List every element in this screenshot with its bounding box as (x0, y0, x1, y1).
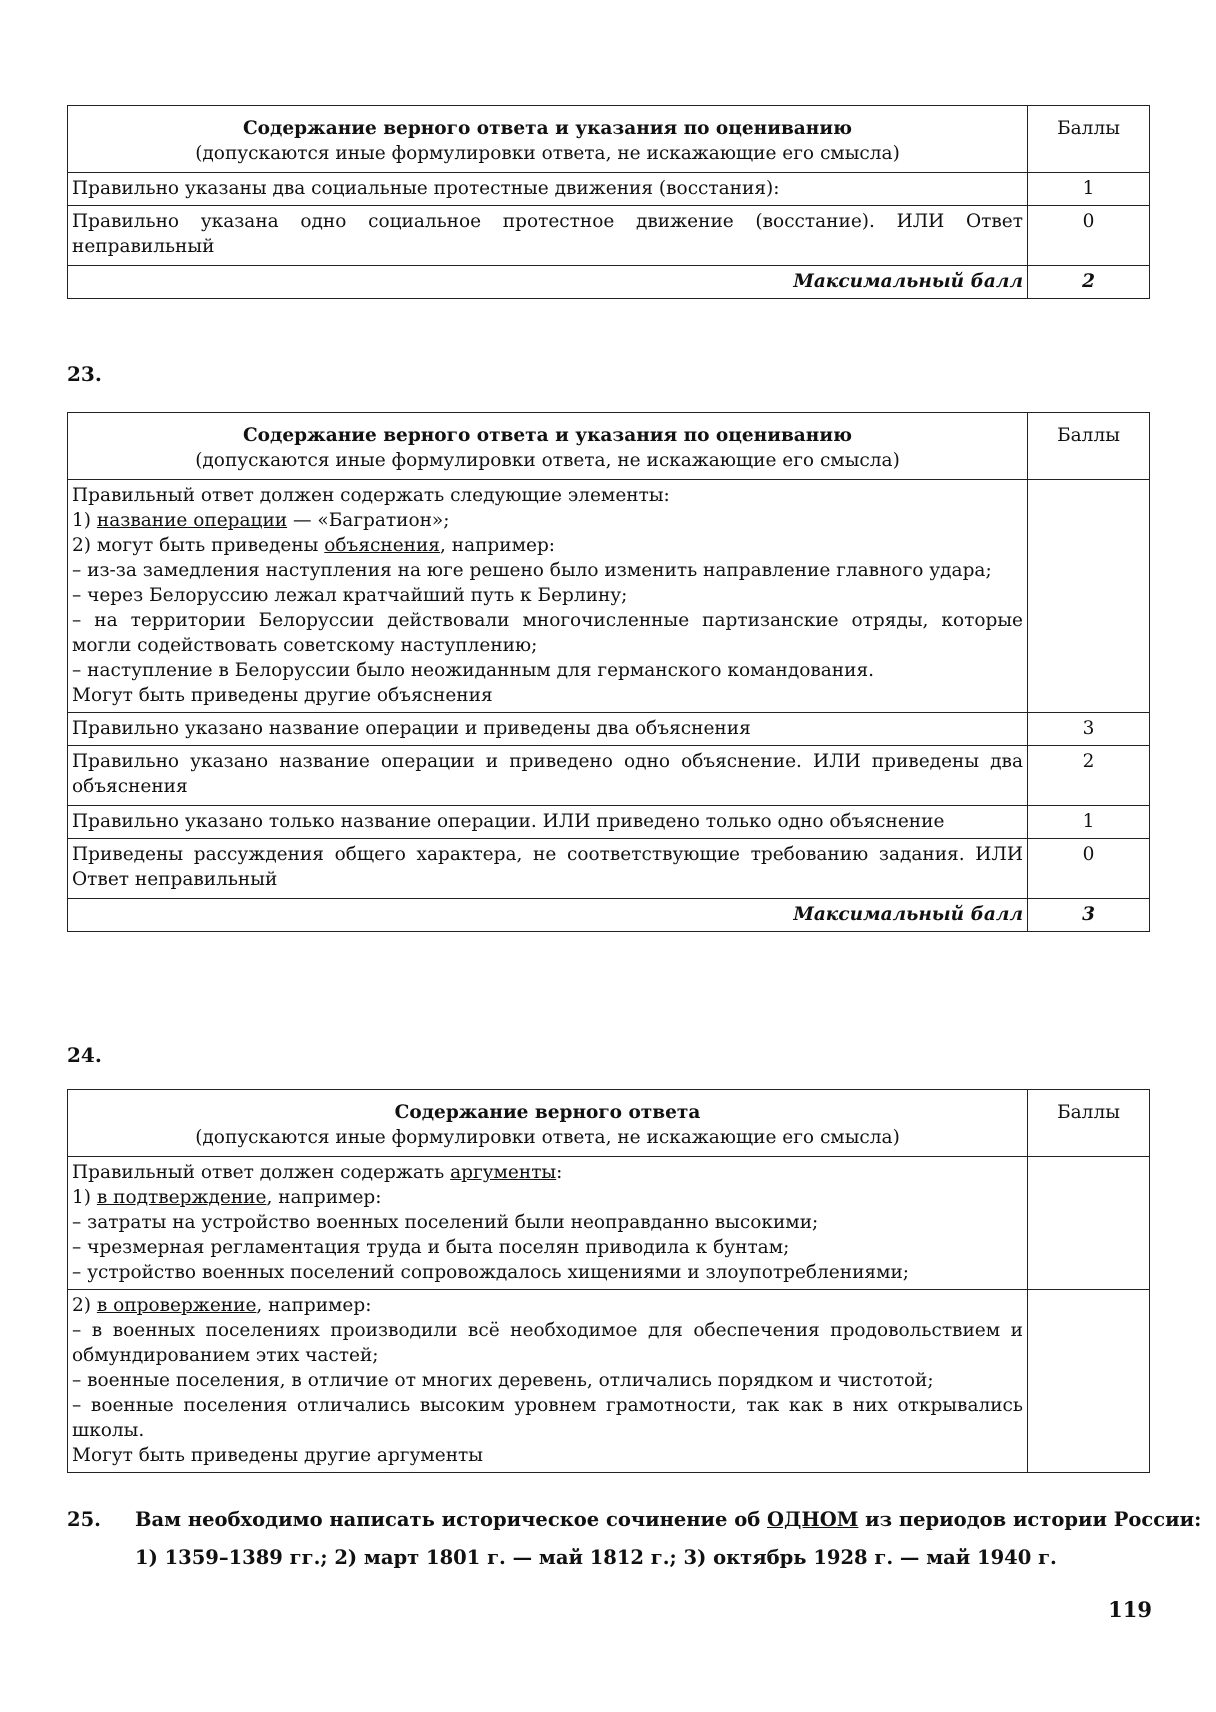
line-prefix: Вам необходимо написать историческое сочинение об (135, 1508, 768, 1531)
line-rest: из периодов истории России: (858, 1508, 1202, 1531)
header-score: Баллы (1028, 1090, 1150, 1157)
answer-bullet: – затраты на устройство военных поселений были неоправданно высокими; (72, 1212, 819, 1233)
answer-bullet: – на территории Белоруссии действовали многочисленные партизанские отряды, которые могли содействовать советскому наступлению; (72, 610, 1023, 656)
answer-content-row (68, 480, 1150, 713)
table-row (68, 839, 1150, 899)
header-subtitle: (допускаются иные формулировки ответа, не искажающие его смысла) (195, 143, 900, 164)
grading-table-22 (67, 105, 1150, 299)
intro-underlined: аргументы (450, 1162, 557, 1183)
intro-rest: : (556, 1162, 563, 1183)
item-prefix: 2) могут быть приведены (72, 535, 325, 556)
header-score: Баллы (1028, 106, 1150, 173)
item-underlined: в подтверждение (96, 1187, 267, 1208)
answer-item-2 (72, 533, 1023, 558)
table-row (68, 746, 1150, 806)
table-header-content (68, 106, 1028, 173)
max-score-value: 3 (1028, 899, 1150, 932)
grading-table-23 (67, 412, 1150, 932)
question-25 (67, 1502, 1202, 1582)
criterion-score: 1 (1028, 806, 1150, 839)
line-underlined: ОДНОМ (767, 1508, 859, 1531)
header-subtitle: (допускаются иные формулировки ответа, не искажающие его смысла) (195, 450, 900, 471)
question-number-24: 24. (67, 1043, 102, 1067)
answer-intro: Правильный ответ должен содержать следующие элементы: (72, 485, 670, 506)
item-rest: — «Багратион»; (287, 510, 450, 531)
answer-content (68, 1290, 1028, 1473)
answer-content (68, 480, 1028, 713)
answer-bullet: – наступление в Белоруссии было неожиданным для германского командования. (72, 660, 875, 681)
criterion-score: 0 (1028, 839, 1150, 899)
answer-outro: Могут быть приведены другие аргументы (72, 1445, 484, 1466)
answer-intro (72, 1160, 1023, 1185)
criterion-text: Правильно указано название операции и приведены два объяснения (68, 713, 1028, 746)
answer-content-row (68, 1290, 1150, 1473)
answer-bullet: – в военных поселениях производили всё необходимое для обеспечения продовольствием и обмундированием этих частей; (72, 1320, 1023, 1366)
answer-outro: Могут быть приведены другие объяснения (72, 685, 493, 706)
criterion-score: 3 (1028, 713, 1150, 746)
header-score: Баллы (1028, 413, 1150, 480)
table-header-content (68, 413, 1028, 480)
max-score-label: Максимальный балл (68, 266, 1028, 299)
item-prefix: 2) (72, 1295, 97, 1316)
page-number: 119 (1108, 1597, 1152, 1622)
criterion-text: Правильно указана одно социальное протестное движение (восстание). ИЛИ Ответ неправильный (68, 206, 1028, 266)
question-number-23: 23. (67, 362, 102, 386)
item-prefix: 1) (72, 510, 97, 531)
item-rest: , например: (266, 1187, 382, 1208)
empty-score-cell (1028, 1157, 1150, 1290)
header-title: Содержание верного ответа и указания по оцениванию (242, 425, 853, 446)
criterion-text: Правильно указано название операции и приведено одно объяснение. ИЛИ приведены два объяснения (68, 746, 1028, 806)
empty-score-cell (1028, 1290, 1150, 1473)
criterion-score: 1 (1028, 173, 1150, 206)
max-score-row (68, 266, 1150, 299)
criterion-text: Правильно указаны два социальные протестные движения (восстания): (68, 173, 1028, 206)
table-header-content (68, 1090, 1028, 1157)
question-25-line-1 (135, 1502, 1201, 1538)
table-row (68, 713, 1150, 746)
header-title: Содержание верного ответа и указания по оцениванию (242, 118, 853, 139)
max-score-value: 2 (1028, 266, 1150, 299)
max-score-label: Максимальный балл (68, 899, 1028, 932)
header-title: Содержание верного ответа (394, 1102, 701, 1123)
grading-table-24 (67, 1089, 1150, 1473)
max-score-row (68, 899, 1150, 932)
table-header-row (68, 413, 1150, 480)
item-prefix: 1) (72, 1187, 97, 1208)
criterion-score: 0 (1028, 206, 1150, 266)
question-25-line-2: 1) 1359–1389 гг.; 2) март 1801 г. — май 1812 г.; 3) октябрь 1928 г. — май 1940 г. (135, 1546, 1057, 1569)
item-rest: , например: (439, 535, 556, 556)
answer-bullet: – устройство военных поселений сопровождалось хищениями и злоупотреблениями; (72, 1262, 910, 1283)
item-underlined: объяснения (324, 535, 440, 556)
answer-item-1 (72, 508, 1023, 533)
answer-bullet: – из-за замедления наступления на юге решено было изменить направление главного удара; (72, 560, 992, 581)
empty-score-cell (1028, 480, 1150, 713)
table-row (68, 806, 1150, 839)
table-header-row (68, 1090, 1150, 1157)
answer-content (68, 1157, 1028, 1290)
item-underlined: в опровержение (96, 1295, 257, 1316)
table-header-row (68, 106, 1150, 173)
answer-bullet: – чрезмерная регламентация труда и быта поселян приводила к бунтам; (72, 1237, 790, 1258)
table-row (68, 173, 1150, 206)
intro-prefix: Правильный ответ должен содержать (72, 1162, 451, 1183)
answer-item-2 (72, 1293, 1023, 1318)
question-number-25: 25. (67, 1508, 101, 1531)
criterion-score: 2 (1028, 746, 1150, 806)
answer-bullet: – военные поселения отличались высоким уровнем грамотности, так как в них открывались школы. (72, 1395, 1023, 1441)
table-row (68, 206, 1150, 266)
item-underlined: название операции (96, 510, 288, 531)
item-rest: , например: (256, 1295, 372, 1316)
answer-item-1 (72, 1185, 1023, 1210)
answer-bullet: – военные поселения, в отличие от многих деревень, отличались порядком и чистотой; (72, 1370, 934, 1391)
answer-content-row (68, 1157, 1150, 1290)
header-subtitle: (допускаются иные формулировки ответа, не искажающие его смысла) (195, 1127, 900, 1148)
criterion-text: Правильно указано только название операции. ИЛИ приведено только одно объяснение (68, 806, 1028, 839)
criterion-text: Приведены рассуждения общего характера, не соответствующие требованию задания. ИЛИ Ответ неправильный (68, 839, 1028, 899)
answer-bullet: – через Белоруссию лежал кратчайший путь к Берлину; (72, 585, 628, 606)
